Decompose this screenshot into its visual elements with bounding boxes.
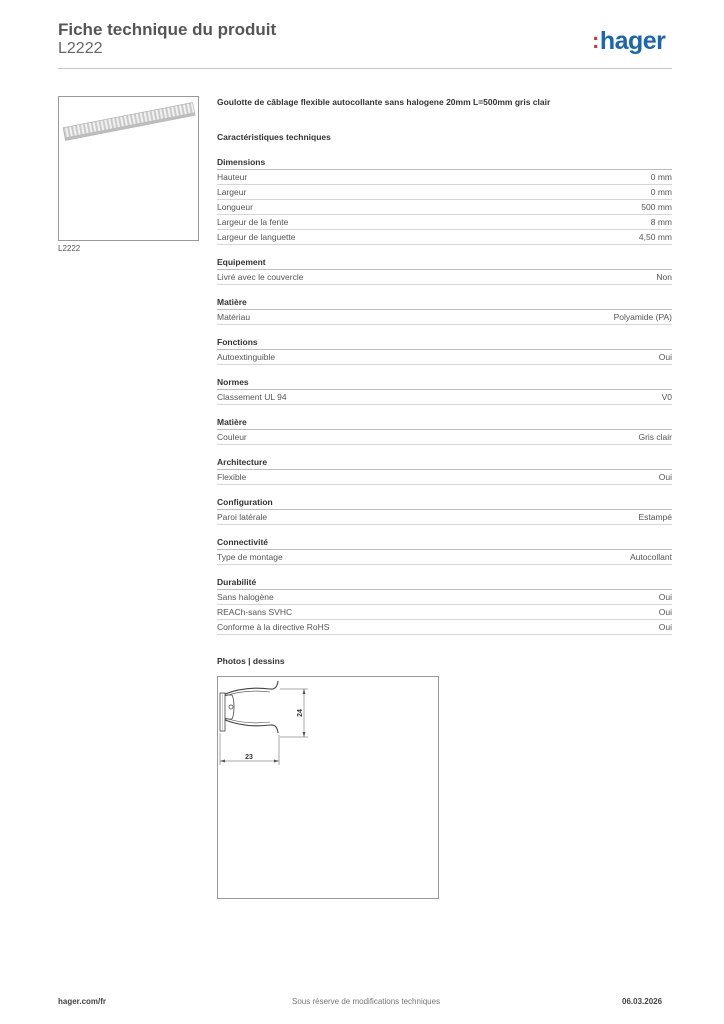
- group-title: Matière: [217, 416, 672, 430]
- cable-duct-photo: [59, 97, 198, 240]
- spec-row: [217, 430, 672, 445]
- spec-row: [217, 230, 672, 245]
- spec-value: Oui: [658, 472, 672, 482]
- spec-value: Non: [656, 272, 672, 282]
- spec-row: [217, 185, 672, 200]
- spec-value: Oui: [658, 592, 672, 602]
- spec-row: [217, 350, 672, 365]
- page-title: Fiche technique du produit: [58, 20, 277, 39]
- spec-value: 0 mm: [650, 187, 672, 197]
- header-divider: [58, 68, 672, 69]
- spec-label: Paroi latérale: [217, 512, 268, 522]
- spec-value: Oui: [658, 607, 672, 617]
- group-title: Durabilité: [217, 576, 672, 590]
- spec-value: Oui: [658, 352, 672, 362]
- spec-group-material: [217, 296, 672, 325]
- spec-value: Gris clair: [638, 432, 672, 442]
- spec-label: Livré avec le couvercle: [217, 272, 304, 282]
- spec-label: Couleur: [217, 432, 247, 442]
- spec-group-connectivity: [217, 536, 672, 565]
- spec-group-durability: [217, 576, 672, 635]
- spec-row: [217, 200, 672, 215]
- spec-row: [217, 550, 672, 565]
- group-title: Configuration: [217, 496, 672, 510]
- spec-value: Estampé: [638, 512, 672, 522]
- spec-value: Polyamide (PA): [613, 312, 672, 322]
- spec-row: [217, 215, 672, 230]
- group-title: Equipement: [217, 256, 672, 270]
- spec-group-dimensions: [217, 156, 672, 245]
- spec-value: 8 mm: [650, 217, 672, 227]
- spec-label: Sans halogène: [217, 592, 274, 602]
- footer-date: 06.03.2026: [622, 997, 663, 1006]
- spec-row: [217, 620, 672, 635]
- spec-value: Autocollant: [629, 552, 672, 562]
- spec-label: Type de montage: [217, 552, 283, 562]
- spec-group-functions: [217, 336, 672, 365]
- spec-group-architecture: [217, 456, 672, 485]
- spec-label: Autoextinguible: [217, 352, 276, 362]
- spec-label: Largeur de la fente: [217, 217, 289, 227]
- spec-label: Hauteur: [217, 172, 248, 182]
- spec-label: Matériau: [217, 312, 251, 322]
- logo-text: hager: [599, 27, 666, 55]
- spec-label: Flexible: [217, 472, 247, 482]
- product-image-caption: L2222: [58, 244, 81, 253]
- group-title: Fonctions: [217, 336, 672, 350]
- technical-drawing: [217, 676, 439, 899]
- hager-logo: :hager: [592, 27, 666, 55]
- footer-disclaimer: Sous réserve de modifications techniques: [292, 997, 441, 1006]
- product-code: L2222: [58, 40, 103, 57]
- spec-row: [217, 605, 672, 620]
- product-description: Goulotte de câblage flexible autocollante sans halogene 20mm L=500mm gris clair: [217, 97, 551, 107]
- spec-label: Largeur de languette: [217, 232, 296, 242]
- group-title: Normes: [217, 376, 672, 390]
- footer-website: hager.com/fr: [58, 997, 107, 1006]
- group-title: Matière: [217, 296, 672, 310]
- spec-row: [217, 590, 672, 605]
- characteristics-title: Caractéristiques techniques: [217, 132, 331, 142]
- height-dimension-label: 24: [297, 709, 304, 717]
- spec-label: REACh-sans SVHC: [217, 607, 293, 617]
- spec-value: 500 mm: [641, 202, 672, 212]
- spec-row: [217, 170, 672, 185]
- photos-title: Photos | dessins: [217, 656, 285, 666]
- group-title: Dimensions: [217, 156, 672, 170]
- duct-cross-section-drawing: [218, 677, 438, 898]
- spec-label: Largeur: [217, 187, 247, 197]
- product-image: [58, 96, 199, 241]
- spec-row: [217, 270, 672, 285]
- spec-row: [217, 470, 672, 485]
- spec-row: [217, 310, 672, 325]
- spec-group-equipment: [217, 256, 672, 285]
- spec-value: 4,50 mm: [638, 232, 672, 242]
- spec-label: Conforme à la directive RoHS: [217, 622, 330, 632]
- spec-group-color: [217, 416, 672, 445]
- spec-group-standards: [217, 376, 672, 405]
- spec-group-configuration: [217, 496, 672, 525]
- group-title: Connectivité: [217, 536, 672, 550]
- spec-label: Classement UL 94: [217, 392, 287, 402]
- content-column: [217, 96, 672, 899]
- group-title: Architecture: [217, 456, 672, 470]
- spec-label: Longueur: [217, 202, 253, 212]
- spec-value: V0: [661, 392, 672, 402]
- width-dimension-label: 23: [245, 754, 253, 761]
- spec-value: 0 mm: [650, 172, 672, 182]
- spec-row: [217, 390, 672, 405]
- spec-row: [217, 510, 672, 525]
- spec-value: Oui: [658, 622, 672, 632]
